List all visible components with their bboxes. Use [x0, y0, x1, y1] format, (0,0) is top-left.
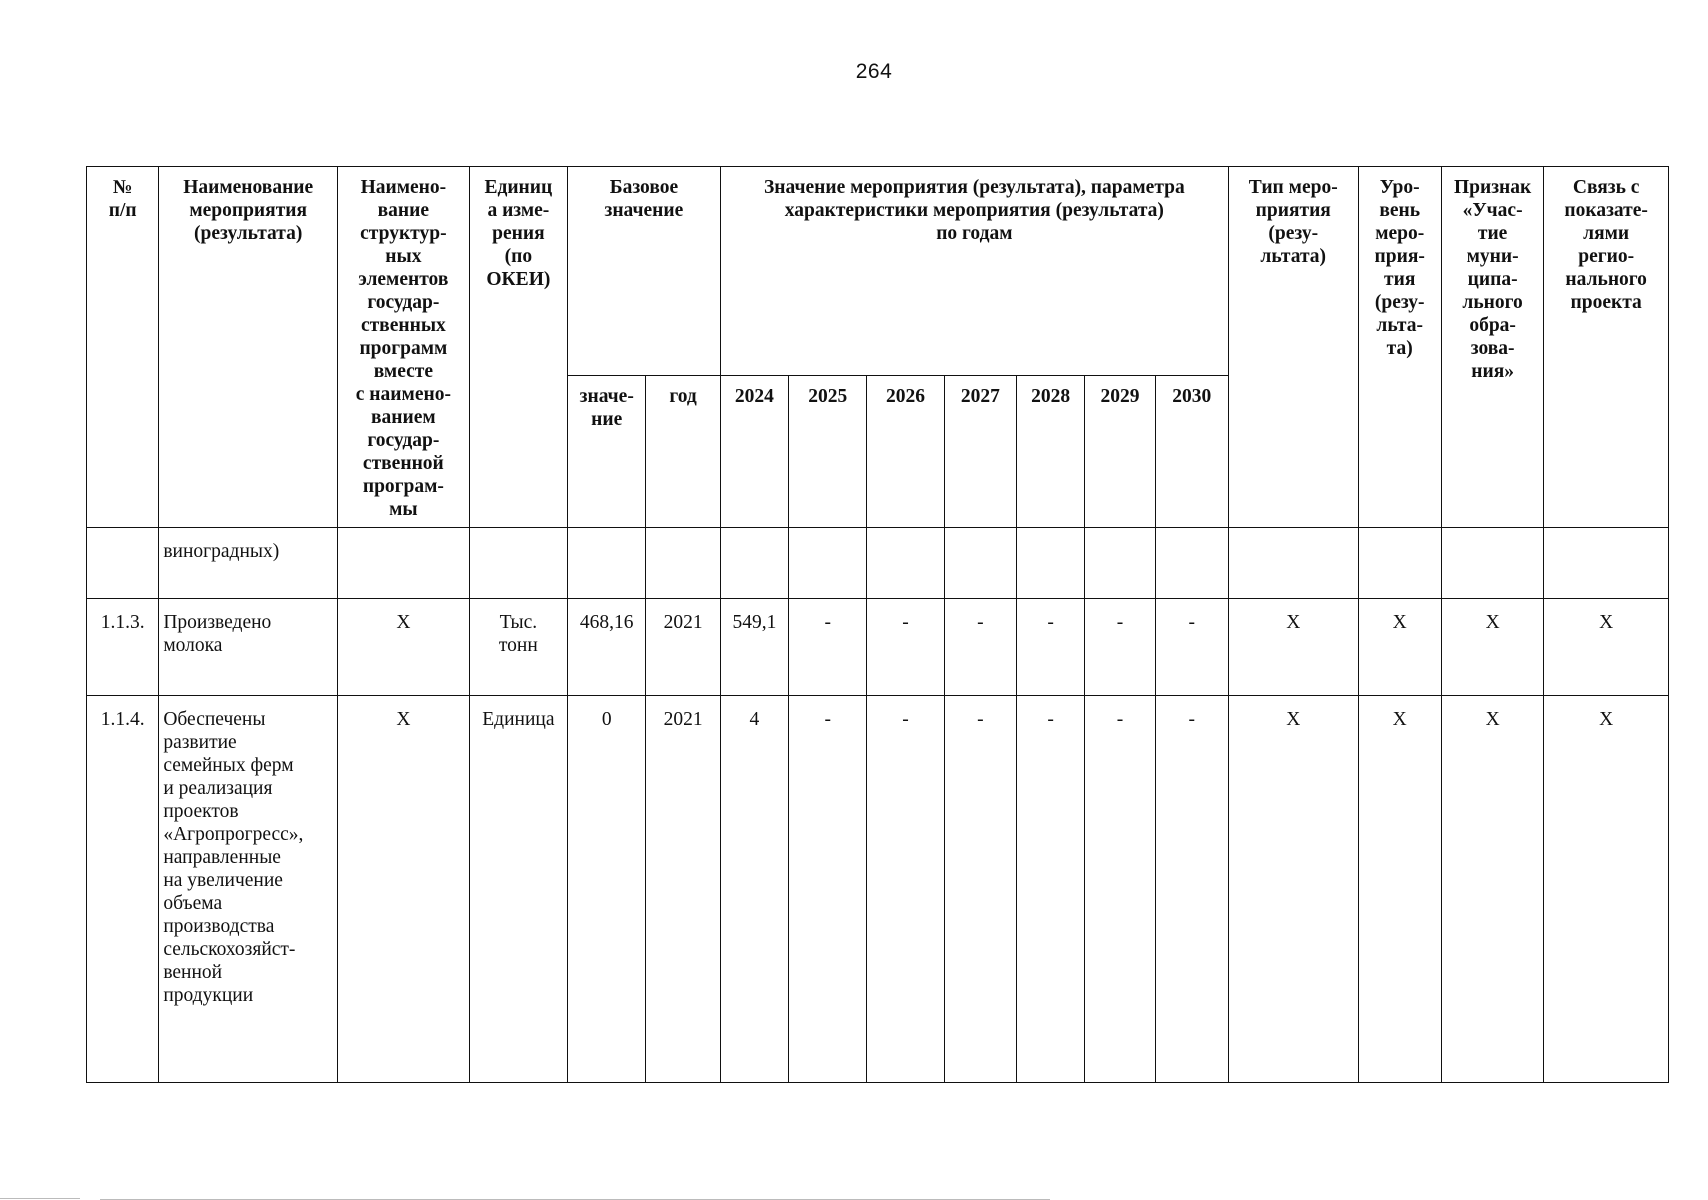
table-row: [87, 599, 1669, 696]
page-number: 264: [855, 60, 893, 83]
cell-name: Произведено молока: [159, 599, 338, 696]
header-year-2029: 2029: [1085, 375, 1155, 527]
cell-year-2028: [1017, 528, 1085, 599]
cell-year-2027: [944, 528, 1016, 599]
cell-municipal: Х: [1441, 599, 1543, 696]
header-year-2027: 2027: [944, 375, 1016, 527]
cell-municipal: Х: [1441, 696, 1543, 1083]
cell-year-2029: [1085, 528, 1155, 599]
table-row: [87, 528, 1669, 599]
cell-base-value: 468,16: [568, 599, 646, 696]
cell-link: Х: [1544, 599, 1669, 696]
cell-unit: [469, 528, 567, 599]
cell-year-2025: -: [789, 599, 867, 696]
header-row-top: [87, 167, 1669, 376]
cell-year-2026: -: [867, 696, 944, 1083]
cell-type: [1228, 528, 1358, 599]
header-year-2024: 2024: [720, 375, 788, 527]
cell-year-2027: -: [944, 599, 1016, 696]
cell-level: [1358, 528, 1441, 599]
cell-year-2028: -: [1017, 696, 1085, 1083]
cell-year-2030: -: [1155, 599, 1228, 696]
header-unit: Единиц а изме- рения (по ОКЕИ): [469, 167, 567, 528]
header-level: Уро- вень меро- прия- тия (резу- льта- та): [1358, 167, 1441, 528]
cell-name: виноградных): [159, 528, 338, 599]
cell-year-2024: 549,1: [720, 599, 788, 696]
cell-num: 1.1.4.: [87, 696, 159, 1083]
cell-year-2026: [867, 528, 944, 599]
header-base-value: значе- ние: [568, 375, 646, 527]
header-base-year: год: [646, 375, 720, 527]
cell-municipal: [1441, 528, 1543, 599]
header-year-2028: 2028: [1017, 375, 1085, 527]
cell-level: Х: [1358, 696, 1441, 1083]
results-table: [86, 166, 1669, 1083]
cell-year-2028: -: [1017, 599, 1085, 696]
header-type: Тип меро- приятия (резу- льтата): [1228, 167, 1358, 528]
cell-year-2030: [1155, 528, 1228, 599]
scan-artifact-line: [0, 1198, 80, 1199]
cell-year-2025: -: [789, 696, 867, 1083]
cell-unit: Единица: [469, 696, 567, 1083]
table-row: [87, 696, 1669, 1083]
cell-name: Обеспечены развитие семейных ферм и реализация проектов «Агропрогресс», направленные на увеличение объема производства сельскохозяйст- венной продукции: [159, 696, 338, 1083]
header-year-2026: 2026: [867, 375, 944, 527]
cell-base-value: [568, 528, 646, 599]
cell-base-year: [646, 528, 720, 599]
cell-struct: Х: [338, 599, 470, 696]
header-num: № п/п: [87, 167, 159, 528]
cell-year-2026: -: [867, 599, 944, 696]
cell-num: [87, 528, 159, 599]
header-year-2025: 2025: [789, 375, 867, 527]
cell-year-2030: -: [1155, 696, 1228, 1083]
cell-year-2024: [720, 528, 788, 599]
header-base: Базовое значение: [568, 167, 721, 376]
cell-struct: Х: [338, 696, 470, 1083]
cell-base-year: 2021: [646, 599, 720, 696]
cell-type: Х: [1228, 599, 1358, 696]
cell-year-2024: 4: [720, 696, 788, 1083]
header-municipal: Признак «Учас- тие муни- ципа- льного обра- зова- ния»: [1441, 167, 1543, 528]
cell-year-2025: [789, 528, 867, 599]
header-struct: Наимено- вание структур- ных элементов государ- ственных программ вместе с наимено- ванием государ- ственной програм- мы: [338, 167, 470, 528]
header-link: Связь с показате- лями регио- нального проекта: [1544, 167, 1669, 528]
cell-base-year: 2021: [646, 696, 720, 1083]
cell-link: Х: [1544, 696, 1669, 1083]
cell-unit: Тыс. тонн: [469, 599, 567, 696]
cell-type: Х: [1228, 696, 1358, 1083]
cell-base-value: 0: [568, 696, 646, 1083]
header-year-2030: 2030: [1155, 375, 1228, 527]
cell-struct: [338, 528, 470, 599]
cell-year-2027: -: [944, 696, 1016, 1083]
header-values-by-year: Значение мероприятия (результата), параметра характеристики мероприятия (результата) по годам: [720, 167, 1228, 376]
cell-year-2029: -: [1085, 696, 1155, 1083]
cell-link: [1544, 528, 1669, 599]
cell-year-2029: -: [1085, 599, 1155, 696]
cell-num: 1.1.3.: [87, 599, 159, 696]
header-name: Наименование мероприятия (результата): [159, 167, 338, 528]
cell-level: Х: [1358, 599, 1441, 696]
